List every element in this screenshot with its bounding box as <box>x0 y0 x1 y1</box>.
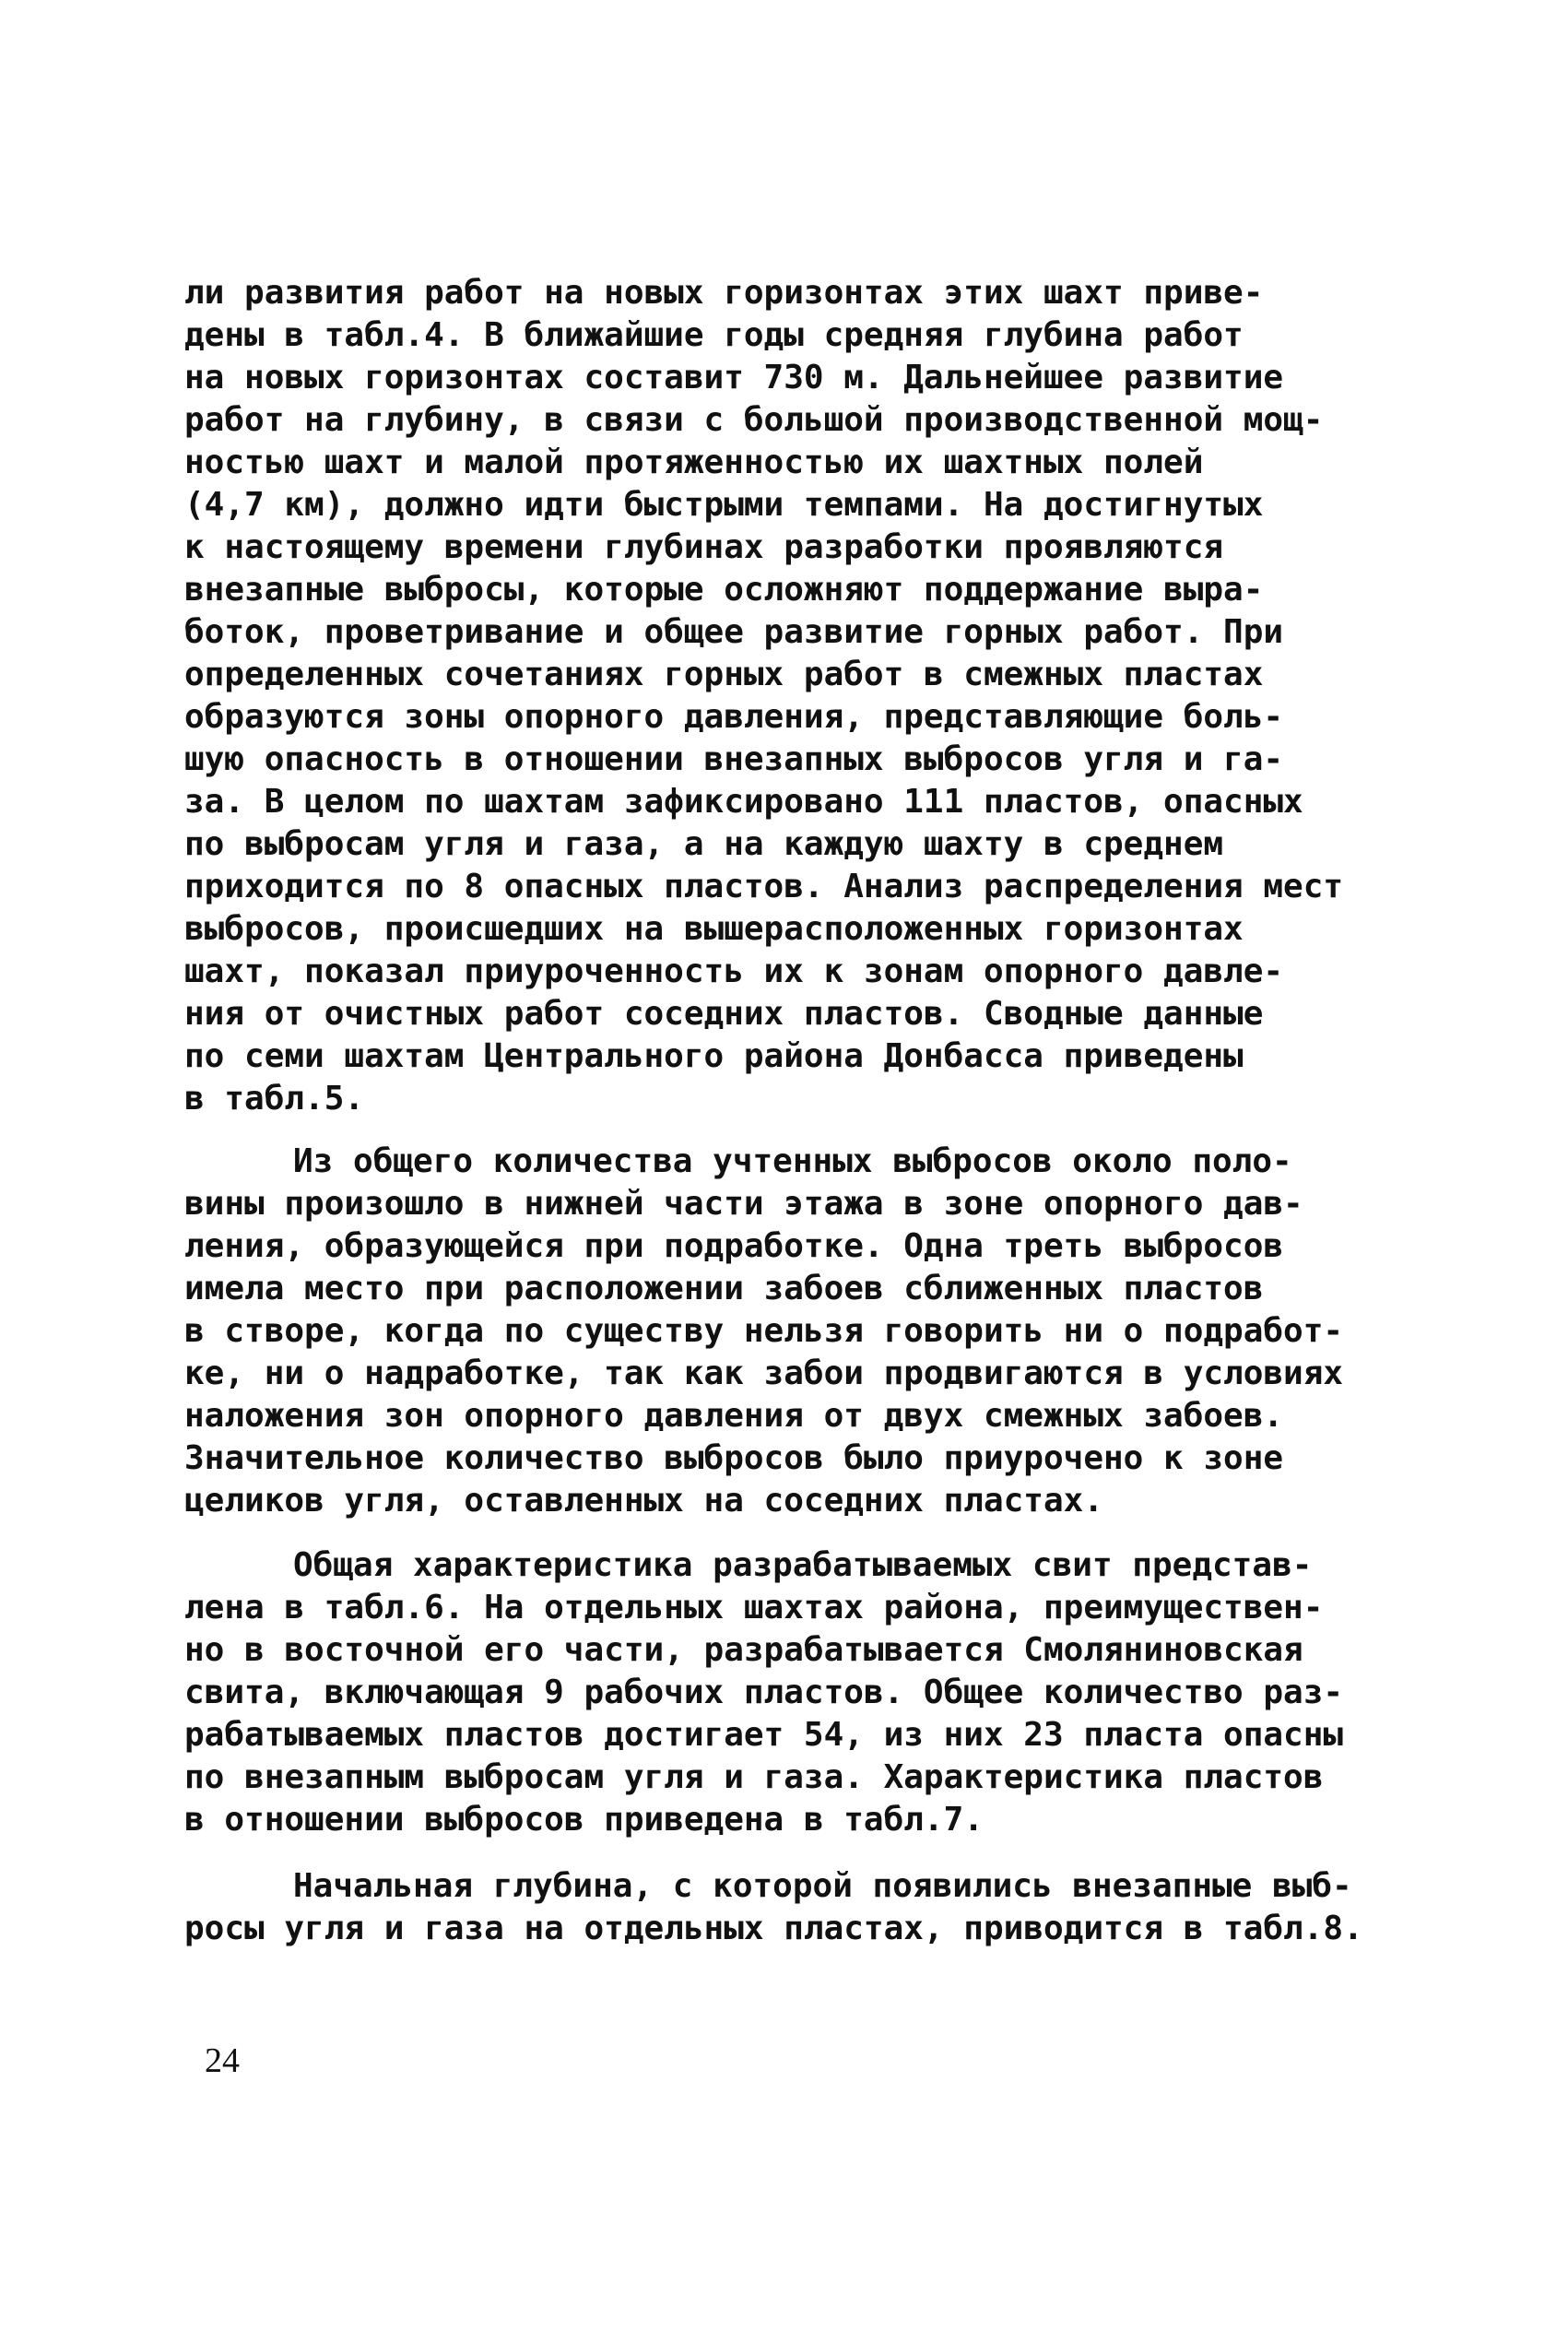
text-line: (4,7 км), должно идти быстрыми темпами. На достигнутых <box>184 486 1264 524</box>
text-line: Из общего количества учтенных выбросов около поло- <box>293 1142 1292 1180</box>
text-line: ке, ни о надработке, так как забои продвигаются в условиях <box>184 1354 1344 1392</box>
text-line: шую опасность в отношении внезапных выбросов угля и га- <box>184 740 1284 778</box>
text-line: в створе, когда по существу нельзя говорить ни о подработ- <box>184 1312 1344 1350</box>
text-line: за. В целом по шахтам зафиксировано 111 пластов, опасных <box>184 783 1303 821</box>
text-line: в отношении выбросов приведена в табл.7. <box>184 1801 984 1839</box>
text-line: на новых горизонтах составит 730 м. Дальнейшее развитие <box>184 359 1284 396</box>
text-line: целиков угля, оставленных на соседних пластах. <box>184 1482 1103 1520</box>
text-line: рабатываемых пластов достигает 54, из них 23 пласта опасны <box>184 1716 1344 1754</box>
text-line: по семи шахтам Центрального района Донбасса приведены <box>184 1037 1244 1075</box>
text-line: определенных сочетаниях горных работ в смежных пластах <box>184 656 1264 693</box>
text-line: Общая характеристика разрабатываемых свит представ- <box>293 1546 1313 1584</box>
text-line: лена в табл.6. На отдельных шахтах района, преимуществен- <box>184 1589 1324 1626</box>
text-line: наложения зон опорного давления от двух смежных забоев. <box>184 1397 1284 1435</box>
text-line: по внезапным выбросам угля и газа. Характеристика пластов <box>184 1758 1324 1796</box>
text-line: внезапные выбросы, которые осложняют поддержание выра- <box>184 571 1264 609</box>
text-line: Начальная глубина, с которой появились внезапные выб- <box>293 1867 1352 1905</box>
text-line: дены в табл.4. В ближайшие годы средняя глубина работ <box>184 316 1244 354</box>
text-line: к настоящему времени глубинах разработки проявляются <box>184 528 1224 566</box>
text-line: в табл.5. <box>184 1080 365 1118</box>
text-line: росы угля и газа на отдельных пластах, приводится в табл.8. <box>184 1910 1363 1947</box>
text-line: ния от очистных работ соседних пластов. Сводные данные <box>184 995 1264 1033</box>
text-line: по выбросам угля и газа, а на каждую шахту в среднем <box>184 825 1224 863</box>
text-line: выбросов, происшедших на вышерасположенных горизонтах <box>184 910 1244 948</box>
text-line: шахт, показал приуроченность их к зонам опорного давле- <box>184 952 1284 990</box>
text-line: образуются зоны опорного давления, представляющие боль- <box>184 698 1284 736</box>
text-line: свита, включающая 9 рабочих пластов. Общее количество раз- <box>184 1674 1344 1711</box>
text-line: ли развития работ на новых горизонтах этих шахт приве- <box>184 274 1264 312</box>
text-line: но в восточной его части, разрабатывается Смоляниновская <box>184 1631 1303 1669</box>
text-line: ления, образующейся при подработке. Одна треть выбросов <box>184 1227 1284 1265</box>
text-line: Значительное количество выбросов было приурочено к зоне <box>184 1439 1284 1477</box>
text-line: приходится по 8 опасных пластов. Анализ распределения мест <box>184 868 1344 905</box>
page-number: 24 <box>205 2041 240 2080</box>
text-line: ностью шахт и малой протяженностью их шахтных полей <box>184 444 1204 481</box>
text-line: имела место при расположении забоев сближенных пластов <box>184 1270 1264 1307</box>
text-line: вины произошло в нижней части этажа в зоне опорного дав- <box>184 1185 1303 1223</box>
text-line: работ на глубину, в связи с большой производственной мощ- <box>184 401 1324 439</box>
text-line: боток, проветривание и общее развитие горных работ. При <box>184 613 1284 651</box>
